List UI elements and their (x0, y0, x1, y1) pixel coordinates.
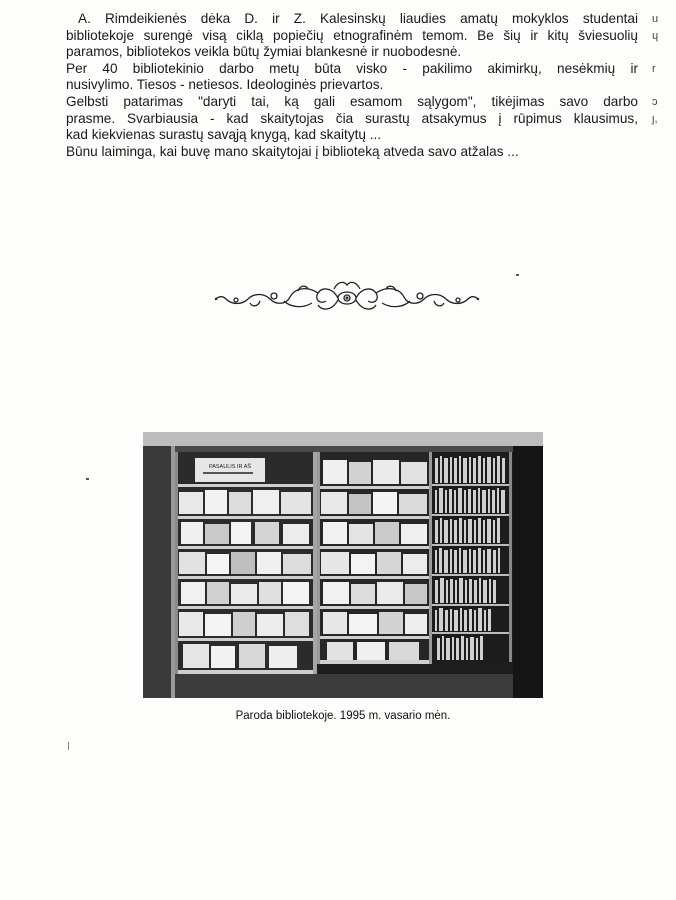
text-line: Būnu laiminga, kai buvę mano skaitytojai į biblioteką atveda savo atžalas ... (66, 143, 519, 159)
photo-caption: Paroda bibliotekoje. 1995 m. vasario mėn. (235, 710, 451, 722)
scan-speck (68, 742, 69, 750)
body-text (66, 11, 638, 160)
margin-mark: r (652, 62, 656, 75)
paragraph-4 (66, 144, 638, 161)
margin-mark (652, 77, 666, 94)
text-line: bibliotekoje surengė visą ciklą popiečių etnografinėm temom. Be šių ir kitų šviesuolių (66, 27, 638, 43)
text-line: A. Rimdeikienės dėka D. ir Z. Kalesinskų liaudies amatų mokyklos studentai (78, 11, 638, 26)
decorative-ornament-icon (214, 279, 480, 317)
right-margin-marks (652, 11, 666, 144)
text-line: prasme. Svarbiausia - kad skaitytojas čia surastų atsakymus į rūpimus klausimus, (66, 110, 638, 126)
margin-mark: ɔ (652, 95, 658, 108)
text-line: paramos, bibliotekos veikla būtų žymiai blankesnė ir nuobodesnė. (66, 44, 462, 60)
margin-mark: ȷ, (652, 112, 658, 125)
scan-speck (516, 274, 519, 276)
text-line: nusivylimo. Tiesos - netiesos. Ideologinės prievartos. (66, 77, 384, 93)
margin-mark (652, 44, 666, 61)
exhibition-sign-text: PASAULIS IR AŠ (208, 464, 252, 470)
paragraph-2 (66, 61, 638, 94)
text-line: kad kiekvienas surastų savąją knygą, kad skaitytų ... (66, 127, 382, 143)
text-line: Per 40 bibliotekinio darbo metų būta visko - pakilimo akimirkų, nesėkmių ir (66, 60, 638, 76)
library-exhibition-photo (143, 432, 543, 698)
paragraph-3 (66, 94, 638, 144)
scan-speck (86, 478, 89, 480)
text-line: Gelbsti patarimas "daryti tai, ką gali esamom sąlygom", tikėjimas savo darbo (66, 93, 638, 109)
margin-mark: ɥ (652, 29, 659, 42)
margin-mark (652, 127, 666, 144)
paragraph-1 (66, 11, 638, 61)
margin-mark: u (652, 13, 659, 25)
